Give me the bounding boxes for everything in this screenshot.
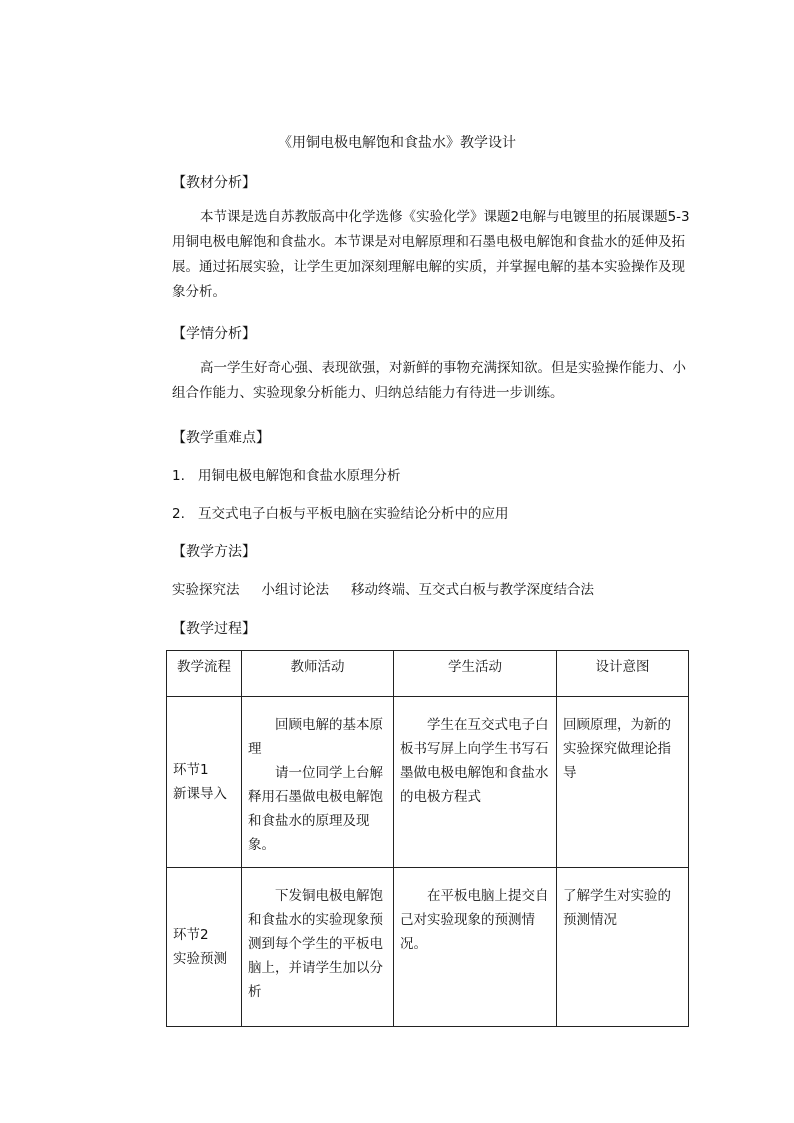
teaching-process-table — [166, 650, 689, 1027]
header-student: 学生活动 — [394, 651, 557, 697]
teacher-activity-text: 请一位同学上台解释用石墨做电极电解饱和食盐水的原理及现象。 — [248, 765, 383, 853]
paragraph-material-analysis — [172, 205, 692, 305]
teaching-methods-line — [172, 578, 616, 598]
design-intent-text: 回顾原理，为新的实验探究做理论指导 — [563, 717, 671, 781]
heading-key-points: 【教学重难点】 — [172, 430, 270, 446]
heading-teaching-methods: 【教学方法】 — [172, 544, 256, 560]
heading-student-analysis: 【学情分析】 — [172, 326, 256, 342]
list-number: 2. — [172, 506, 185, 522]
stage-number: 环节2 — [173, 927, 209, 943]
design-intent-cell — [557, 697, 689, 868]
teacher-activity-cell — [242, 868, 394, 1027]
method-item: 小组讨论法 — [261, 582, 329, 598]
student-activity-cell — [394, 697, 557, 868]
list-number: 1. — [172, 468, 185, 484]
key-point-text: 互交式电子白板与平板电脑在实验结论分析中的应用 — [198, 506, 509, 522]
heading-material-analysis: 【教材分析】 — [172, 175, 256, 191]
stage-cell — [167, 868, 242, 1027]
teacher-activity-cell — [242, 697, 394, 868]
design-intent-cell — [557, 868, 689, 1027]
teacher-activity-text: 回顾电解的基本原理 — [248, 717, 383, 757]
stage-number: 环节1 — [173, 762, 209, 778]
key-point-text: 用铜电极电解饱和食盐水原理分析 — [198, 468, 401, 484]
student-activity-text: 学生在互交式电子白板书写屏上向学生书写石墨做电极电解饱和食盐水的电极方程式 — [400, 717, 549, 805]
material-analysis-text: 本节课是选自苏教版高中化学选修《实验化学》课题2电解与电镀里的拓展课题5-3用铜电极电解饱和食盐水。本节课是对电解原理和石墨电极电解饱和食盐水的延伸及拓展。通过拓展实验，让学生更加深刻理解电解的实质，并掌握电解的基本实验操作及现象分析。 — [172, 209, 690, 300]
table-row — [167, 868, 689, 1027]
stage-name: 新课导入 — [173, 786, 227, 802]
paragraph-student-analysis — [172, 356, 692, 406]
table-header-row — [167, 651, 689, 697]
student-analysis-text: 高一学生好奇心强、表现欲强，对新鲜的事物充满探知欲。但是实验操作能力、小组合作能力、实验现象分析能力、归纳总结能力有待进一步训练。 — [172, 360, 686, 401]
design-intent-text: 了解学生对实验的预测情况 — [563, 888, 671, 928]
header-intent: 设计意图 — [557, 651, 689, 697]
stage-name: 实验预测 — [173, 951, 227, 967]
document-title: 《用铜电极电解饱和食盐水》教学设计 — [278, 135, 516, 151]
header-stage: 教学流程 — [167, 651, 242, 697]
teacher-activity-text: 下发铜电极电解饱和食盐水的实验现象预测到每个学生的平板电脑上，并请学生加以分析 — [248, 888, 383, 1000]
heading-teaching-process: 【教学过程】 — [172, 621, 256, 637]
table-row — [167, 697, 689, 868]
student-activity-cell — [394, 868, 557, 1027]
header-teacher: 教师活动 — [242, 651, 394, 697]
key-point-item — [172, 502, 509, 522]
method-item: 实验探究法 — [172, 582, 240, 598]
method-item: 移动终端、互交式白板与教学深度结合法 — [351, 582, 594, 598]
stage-cell — [167, 697, 242, 868]
student-activity-text: 在平板电脑上提交自己对实验现象的预测情况。 — [400, 888, 549, 952]
key-point-item — [172, 464, 401, 484]
